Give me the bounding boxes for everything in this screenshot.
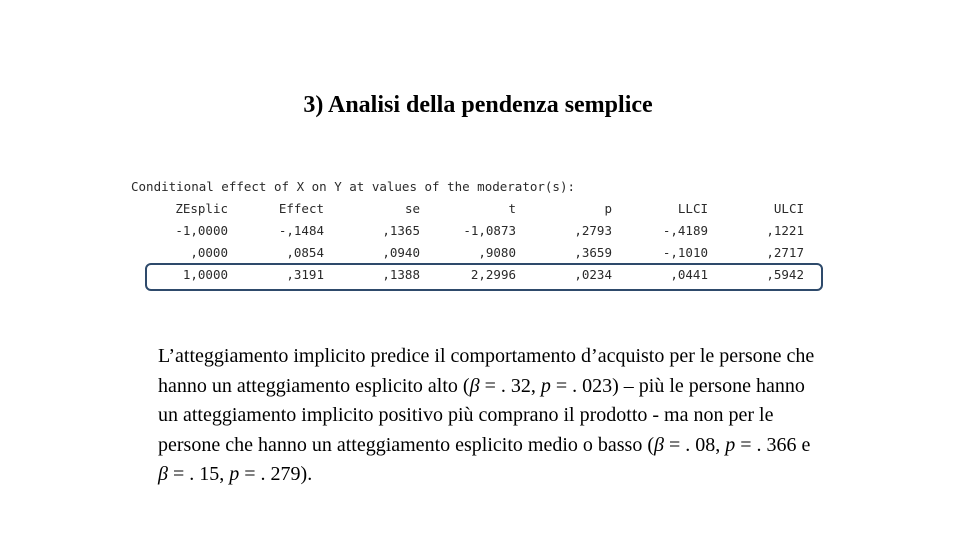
- beta-symbol: β: [469, 374, 480, 397]
- text-segment: = . 279).: [239, 463, 313, 485]
- table-row: [128, 242, 804, 264]
- table-cell: ,1221: [766, 223, 804, 238]
- text-segment: = . 08,: [663, 433, 726, 456]
- table-cell: ,3191: [286, 267, 324, 282]
- column-header: p: [604, 201, 612, 216]
- table-cell: ,0940: [382, 245, 420, 260]
- table-row: [128, 220, 804, 242]
- table-cell: ,1388: [382, 267, 420, 282]
- text-segment: = . 023) – più le persone hanno un atteggiamento implicito positivo più comprano il prodotto - ma non per le persone che hanno un atteggiamento esplicito medio o basso (: [158, 374, 805, 456]
- beta-symbol: β: [158, 463, 168, 485]
- table-cell: 1,0000: [182, 267, 228, 282]
- explanation-paragraph: [158, 342, 818, 490]
- table-cell: -1,0000: [175, 223, 228, 238]
- table-cell: ,0000: [190, 245, 228, 260]
- table-cell: ,2717: [766, 245, 804, 260]
- table-cell: ,0441: [670, 267, 708, 282]
- text-segment: = . 32,: [479, 374, 541, 397]
- table-cell: ,2793: [574, 223, 612, 238]
- highlight-box: [145, 263, 823, 291]
- column-header: t: [508, 201, 516, 216]
- table-cell: 2,2996: [470, 267, 516, 282]
- table-header-row: [128, 198, 804, 220]
- column-header: LLCI: [677, 201, 708, 216]
- table-cell: ,1365: [382, 223, 420, 238]
- table-cell: -,1484: [278, 223, 324, 238]
- beta-symbol: β: [653, 433, 664, 456]
- slide-title-text: 3) Analisi della pendenza semplice: [303, 92, 653, 118]
- output-heading: Conditional effect of X on Y at values of the moderator(s):: [131, 179, 576, 194]
- table-cell: ,0234: [574, 267, 612, 282]
- p-symbol: p: [725, 433, 736, 456]
- p-symbol: p: [229, 463, 240, 485]
- table-cell: -,4189: [662, 223, 708, 238]
- p-symbol: p: [540, 374, 551, 397]
- table-cell: -,1010: [662, 245, 708, 260]
- text-segment: L’atteggiamento implicito predice il comportamento d’acquisto per le persone che hanno un atteggiamento esplicito alto (: [158, 345, 815, 397]
- table-cell: ,5942: [766, 267, 804, 282]
- column-header: se: [404, 201, 420, 216]
- column-header: ULCI: [773, 201, 804, 216]
- table-cell: ,9080: [478, 245, 516, 260]
- table-cell: -1,0873: [463, 223, 516, 238]
- text-segment: = . 366 e: [735, 433, 811, 456]
- slide-title: [0, 90, 960, 120]
- column-header: ZEsplic: [175, 201, 228, 216]
- table-cell: ,3659: [574, 245, 612, 260]
- table-cell: ,0854: [286, 245, 324, 260]
- text-segment: = . 15,: [167, 463, 230, 485]
- column-header: Effect: [278, 201, 324, 216]
